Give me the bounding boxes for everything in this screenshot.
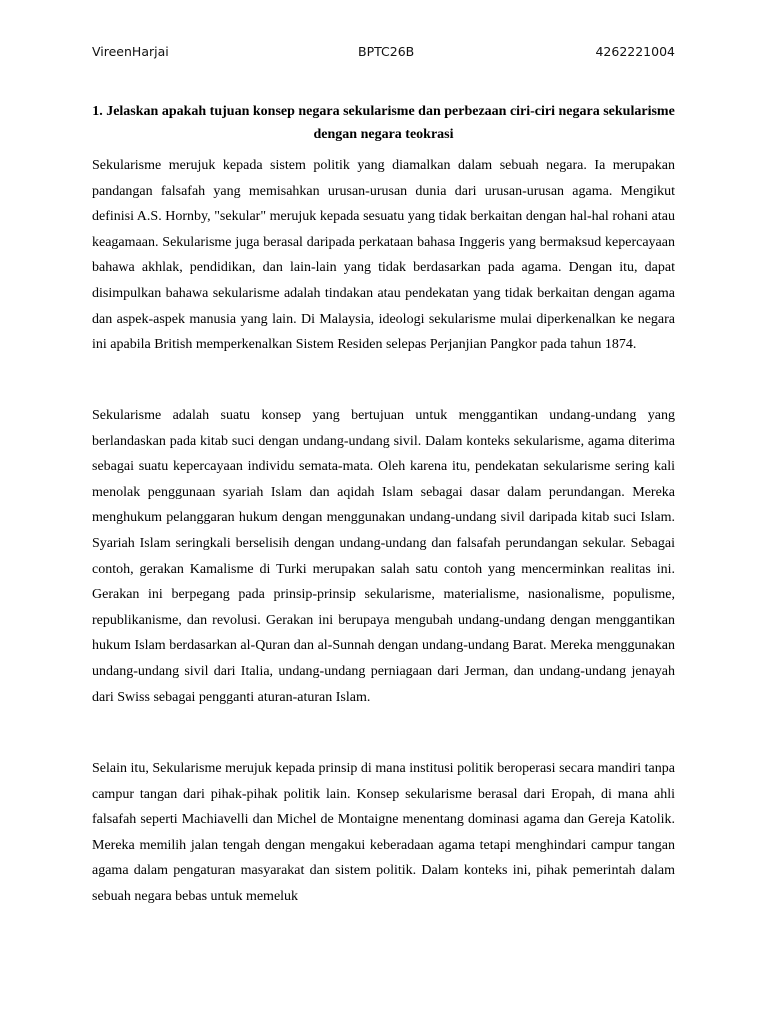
student-id: 4262221004 [595, 44, 675, 59]
paragraph-1: Sekularisme merujuk kepada sistem politik yang diamalkan dalam sebuah negara. Ia merupakan pandangan falsafah yang memisahkan urusan-urusan dunia dari urusan-urusan agama. Mengikut definisi A.S. Hornby, "sekular" merujuk kepada sesuatu yang tidak berkaitan dengan hal-hal rohani atau keagamaan. Sekularisme juga berasal daripada perkataan bahasa Inggeris yang bermaksud kepercayaan bahawa akhlak, pendidikan, dan lain-lain yang tidak berdasarkan pada agama. Dengan itu, dapat disimpulkan bahawa sekularisme adalah tindakan atau pendekatan yang tidak berkaitan dengan agama dan aspek-aspek manusia yang lain. Di Malaysia, ideologi sekularisme mulai diperkenalkan ke negara ini apabila British memperkenalkan Sistem Residen selepas Perjanjian Pangkor pada tahun 1874. [92, 158, 675, 353]
question-title: 1. Jelaskan apakah tujuan konsep negara sekularisme dan perbezaan ciri-ciri negara sekularisme dengan negara teokrasi [92, 104, 675, 142]
class-code: BPTC26B [358, 44, 415, 59]
paragraph-3: Selain itu, Sekularisme merujuk kepada prinsip di mana institusi politik beroperasi secara mandiri tanpa campur tangan dari pihak-pihak politik lain. Konsep sekularisme berasal dari Eropah, di mana ahli falsafah seperti Machiavelli dan Michel de Montaigne menentang dominasi agama dan Gereja Katolik. Mereka memilih jalan tengah dengan mengakui keberadaan agama tetapi menghindari campur tangan agama dalam pengaturan masyarakat dan sistem politik. Dalam konteks ini, pihak pemerintah dalam sebuah negara bebas untuk memeluk [92, 761, 675, 904]
author-name: VireenHarjai [92, 44, 169, 59]
paragraph-2: Sekularisme adalah suatu konsep yang bertujuan untuk menggantikan undang-undang yang berlandaskan pada kitab suci dengan undang-undang sivil. Dalam konteks sekularisme, agama diterima sebagai suatu kepercayaan individu semata-mata. Oleh karena itu, pendekatan sekularisme sering kali menolak penggunaan syariah Islam dan aqidah Islam sebagai dasar dalam perundangan. Mereka menghukum pelanggaran hukum dengan menggunakan undang-undang sivil daripada kitab suci Islam. Syariah Islam seringkali berselisih dengan undang-undang dan falsafah perundangan sekular. Sebagai contoh, gerakan Kamalisme di Turki merupakan salah satu contoh yang mencerminkan realitas ini. Gerakan ini berpegang pada prinsip-prinsip sekularisme, materialisme, nasionalisme, populisme, republikanisme, dan revolusi. Gerakan ini berupaya mengubah undang-undang dengan menggantikan hukum Islam berdasarkan al-Quran dan al-Sunnah dengan undang-undang Barat. Mereka menggunakan undang-undang sivil dari Italia, undang-undang perniagaan dari Jerman, dan undang-undang jenayah dari Swiss sebagai pengganti aturan-aturan Islam. [92, 408, 675, 705]
page-header [92, 44, 675, 64]
